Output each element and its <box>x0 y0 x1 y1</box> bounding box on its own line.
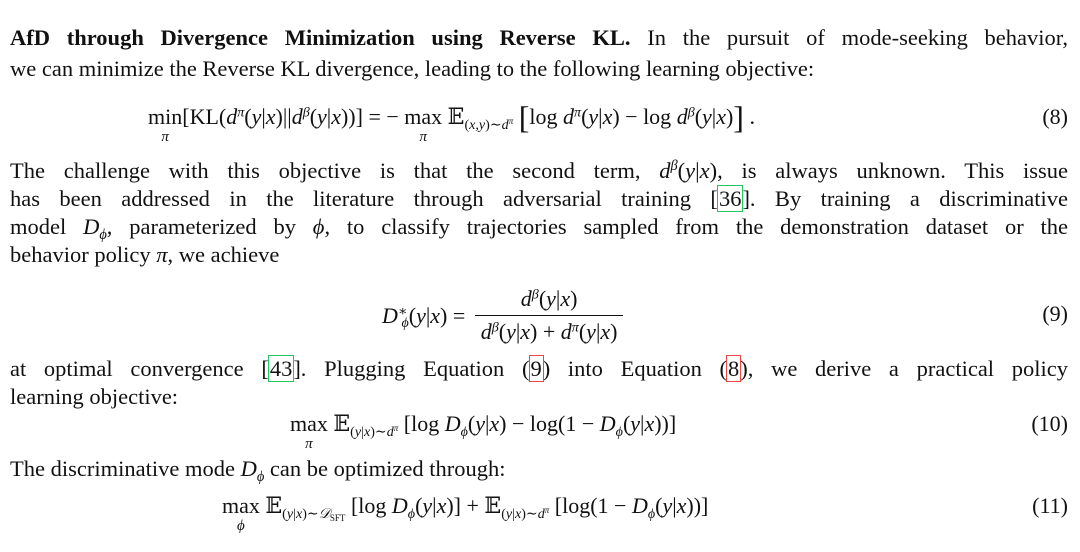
kl-operator: KL <box>189 104 219 129</box>
max-subscript: ϕ <box>237 518 245 534</box>
equation-8: min π $[KL(d^\pi(y|x)||d^\beta(y|x))]$ = − max π 𝔼$_{(x,y)\sim d^\pi}$ [log $d^\pi(y|x) - \log d^\beta(y|x)$] . <box>148 99 755 145</box>
equation-10-number: (10) <box>1031 411 1068 436</box>
citation-43[interactable]: 43 <box>269 356 293 381</box>
equation-ref-8[interactable]: 8 <box>728 356 740 381</box>
citation-36[interactable]: 36 <box>718 186 742 211</box>
max-subscript: π <box>419 129 427 145</box>
paragraph-2-line-3: model $D_\phi$, parameterized by ϕ, to classify trajectories sampled from the demonstration dataset or the <box>10 214 1069 244</box>
equation-11: max ϕ 𝔼$_{(y|x)\sim 𝒟_{SFT}}$ [log $D_\phi(y|x)$] + 𝔼$_{(y|x)\sim d^\pi}$ $[\log(1 - D_\phi(y|x))]$ <box>222 493 709 534</box>
log-term-1: log <box>411 411 440 436</box>
equation-9-fraction: $\frac{d^\beta(y|x)}{d^\beta(y|x) + d^\pi(y|x)}$ <box>475 285 624 346</box>
paragraph-3-line-1: at optimal convergence [43]. Plugging Equation (9) into Equation (8), we derive a practical policy <box>10 356 1068 381</box>
section-heading: AfD through Divergence Minimization using Reverse KL. <box>10 25 631 50</box>
log-term-1: log <box>358 493 387 518</box>
sft-subscript: SFT <box>329 513 346 524</box>
equation-9: $D^∗_\phi(y|x)$ = $\frac{d^\beta(y|x)}{d^\beta(y|x) + d^\pi(y|x)}$ <box>382 285 627 346</box>
min-operator: min <box>148 104 183 129</box>
paragraph-1-text: In the pursuit of mode-seeking behavior, <box>647 25 1068 50</box>
equation-10: max π 𝔼$_{(y|x)\sim d^\pi}$ [log $D_\phi(y|x) - \log(1 - D_\phi(y|x))$] <box>290 411 677 452</box>
min-subscript: π <box>161 129 169 145</box>
paragraph-1-line-2: we can minimize the Reverse KL divergence, leading to the following learning objective: <box>10 56 815 81</box>
max-operator: max <box>404 104 443 129</box>
paragraph-4-line-1: The discriminative mode $D_\phi$ can be optimized through: <box>10 456 506 486</box>
log-term-2: log <box>562 493 591 518</box>
log-term-2: log <box>643 104 672 129</box>
paragraph-2-line-4: behavior policy π, we achieve <box>10 242 280 267</box>
paragraph-2-line-1: The challenge with this objective is that the second term, $d^\beta(y|x)$, is always unknown. This issue <box>10 158 1068 183</box>
paragraph-2-line-2: has been addressed in the literature through adversarial training [36]. By training a discriminative <box>10 186 1069 211</box>
equation-11-number: (11) <box>1032 493 1068 518</box>
max-subscript: π <box>305 436 313 452</box>
log-term-1: log <box>529 104 558 129</box>
equation-9-number: (9) <box>1042 301 1068 326</box>
log-term-2: log <box>529 411 559 436</box>
max-operator: max <box>290 411 328 436</box>
equation-8-number: (8) <box>1042 104 1068 129</box>
max-operator: max <box>222 493 260 518</box>
equation-ref-9[interactable]: 9 <box>530 356 542 381</box>
paragraph-3-line-2: learning objective: <box>10 384 179 409</box>
paragraph-1-line-1 <box>10 24 1068 52</box>
